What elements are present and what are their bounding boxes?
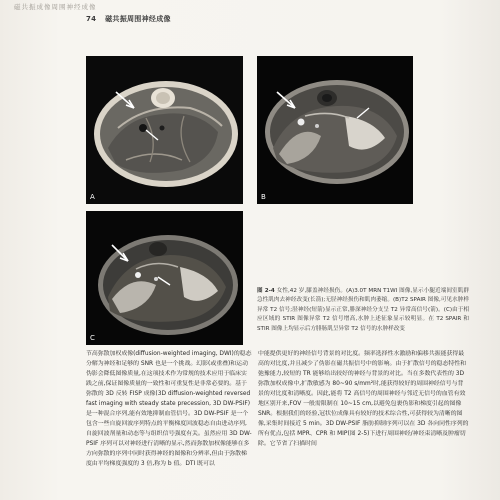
mri-image-b (257, 56, 413, 204)
caption-title: 图 2-4 (257, 288, 275, 294)
body-column-right (258, 349, 469, 449)
page-number: 74 (86, 15, 97, 23)
mri-panel-c (86, 211, 243, 345)
running-title: 磁共振周围神经成像 (105, 15, 171, 23)
mri-image-a (86, 56, 243, 204)
bleed-through-text: 磁共振成像周围神经成像 (14, 3, 97, 11)
panel-label-b: B (261, 193, 266, 201)
mri-panel-b (257, 56, 413, 204)
mri-image-c (86, 211, 243, 345)
figure-caption (257, 287, 469, 334)
body-paragraph-right: 中能提供更好的神经信号背景的对比度。频率选择性水激励和偏移共振能获得最高的对比度,并且减少了伪影在磁共振信号中的影响。由于扩散信号的稳态特性和弛豫能力,较短的 TR 能够给出较好的神经与背景的对比。当在多数代表性的 3D 弥散加权成像中,扩散敏感为 80~90 s/mm²时,能获得较好的周围神经信号与背景的对比度和清晰度。因此,能将 T2 高信号的周围神经与邻近无信号的血管有效地区别开来,FOV 一般需限制在 10~15 cm,以避免包裹伪影和梯度引起的图像 SNR。根据我们的经验,冠状位成像具有较好的技术综合性,可获得较为清晰的图像,采集时间接近 5 min。3D DW-PSIF 脂肪抑制序列可以在 3D 各向同性序列的所有优点,包括 MPR、CPR 和 MIP(图 2-5)下进行周围神经/神经束清晰及肿瘤切除。它节省了扫描时间 (258, 351, 469, 447)
caption-body: 女性,42 岁,膝盖神经损伤。(A)3.0T MRN T1WI 图像,显示小腿近端间室肌群急性肌肉去神经改变(长箭);无胫神经损伤和肌肉萎缩。(B)T2 SPAIR 图像,可见水肿样异常 T2 信号;胫神经(短箭)显示正常,腓深神经分支呈 T2 异常高信号(箭)。(C)由于相应区域的 STIR 图像异常 T2 信号增高,水肿上述征象显示较明显。在 T2 SPAIR 和 STIR 图像上均显示后方腓肠肌呈异常 T2 信号的水肿样改变 (257, 288, 469, 332)
body-paragraph-left: 节高弥散加权成像(diffusion-weighted imaging, DWI)的稳态分解为神经和足够的 SNR 也是一个挑战。幻影(或重叠)和运动伪影会降低图像质量,在这项技术作为常规的技术应用于临床实践之前,保证图像质量的一致性和可重复性是非常必要的。基于弥散的 3D 反转 FISP 成像(3D diffusion-weighted reversed fast imaging with steady state precession, 3D DW-PSIF)是一种混合序列,能有效地抑制血管信号。3D DW-PSIF 是一个包含一些自旋回波序列特点的平衡梯度回波稳态自由进动序列,自旋回波剂量和动态等与组织信号强度有关。虽然应用 3D DW-PSIF 序列可以对神经进行清晰的显示,然而弥散加权像能够在多方向弥散的序列中同时获得神经的图像和分辨率,但由于弥散梯度由平均梯度强度的 3 倍,称为 b 值。DTI 既可以 (86, 351, 252, 467)
running-header (86, 14, 171, 24)
panel-label-c: C (90, 334, 95, 342)
panel-label-a: A (90, 193, 95, 201)
mri-panel-a (86, 56, 243, 204)
body-column-left (86, 349, 252, 469)
